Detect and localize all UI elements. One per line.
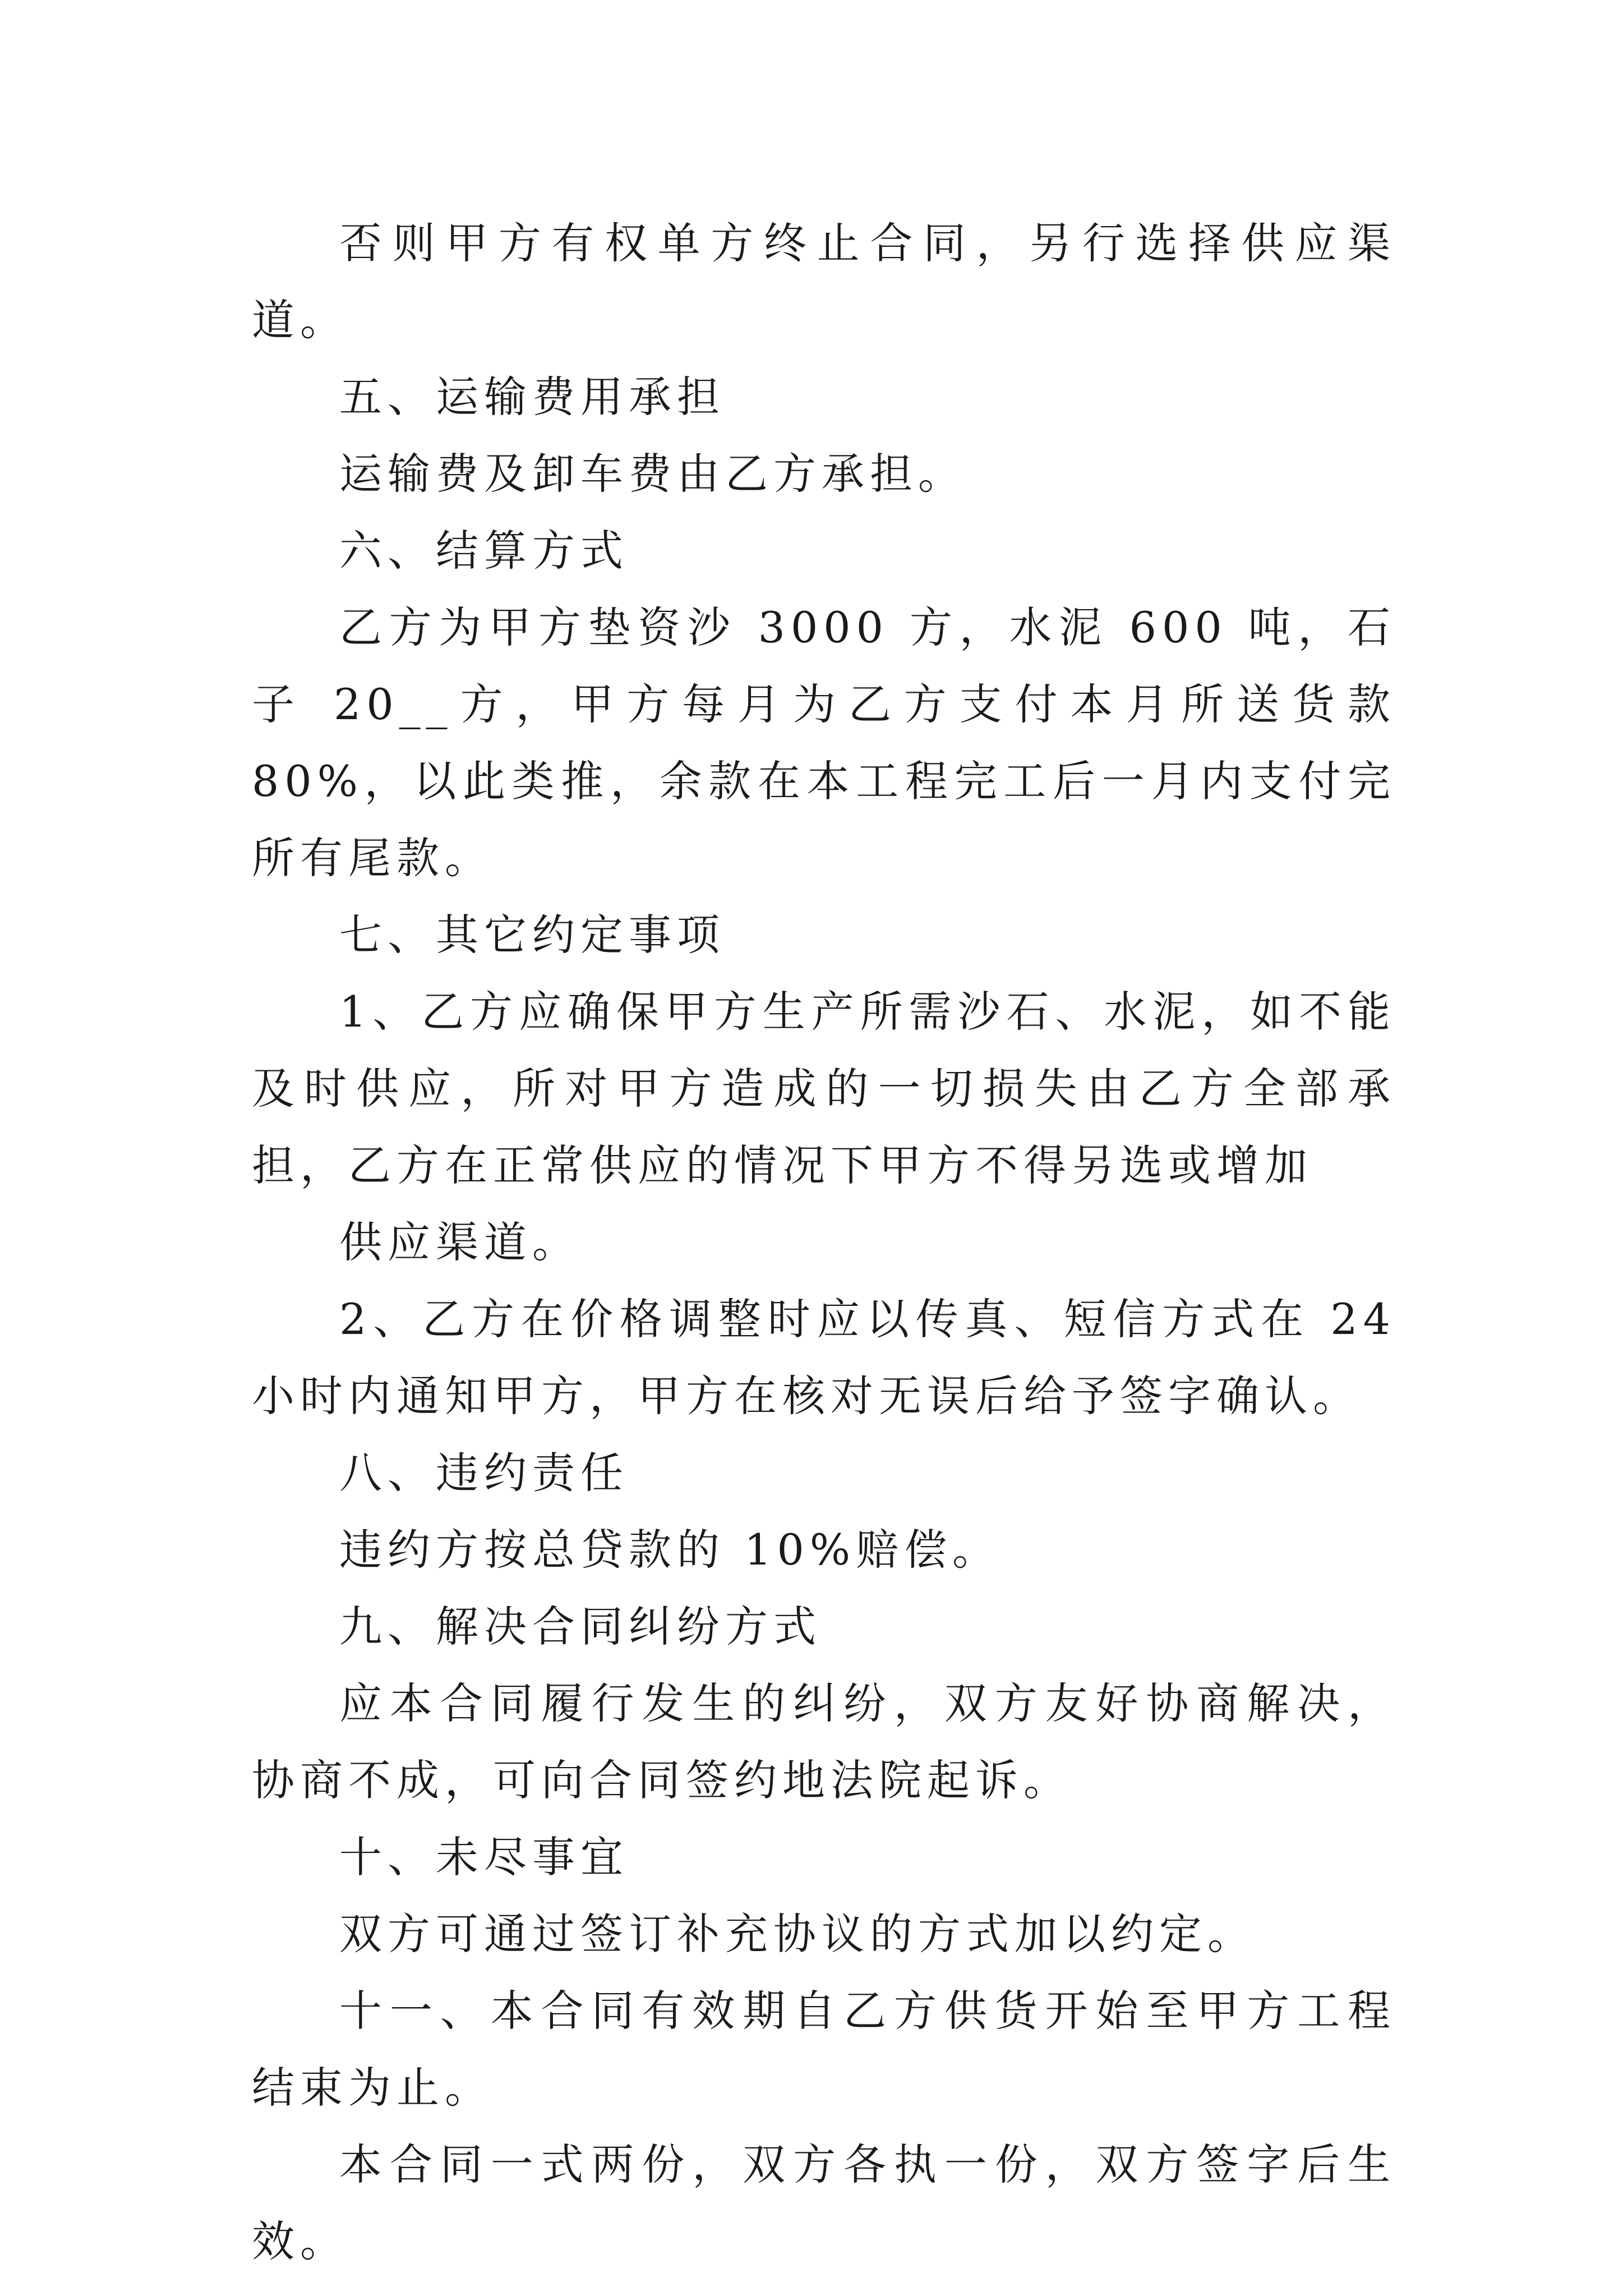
paragraph-termination-clause: 否则甲方有权单方终止合同，另行选择供应渠道。 <box>252 218 1396 345</box>
paragraph-validity-period: 十一、本合同有效期自乙方供货开始至甲方工程结束为止。 <box>252 1986 1396 2113</box>
paragraph-other-terms-1: 1、乙方应确保甲方生产所需沙石、水泥，如不能及时供应，所对甲方造成的一切损失由乙方全部承担，乙方在正常供应的情况下甲方不得另选或增加 <box>252 987 1396 1190</box>
heading-dispute-resolution: 九、解决合同纠纷方式 <box>339 1602 822 1651</box>
paragraph-other-terms-1-continued: 供应渠道。 <box>339 1217 580 1267</box>
paragraph-dispute-resolution: 应本合同履行发生的纠纷，双方友好协商解决，协商不成，可向合同签约地法院起诉。 <box>252 1678 1396 1805</box>
paragraph-settlement-method: 乙方为甲方垫资沙 3000 方，水泥 600 吨，石子 20__方，甲方每月为乙方支付本月所送货款 80%，以此类推，余款在本工程完工后一月内支付完所有尾款。 <box>252 602 1396 883</box>
document-body <box>252 205 1396 2280</box>
heading-settlement-method: 六、结算方式 <box>339 526 629 576</box>
heading-transport-costs: 五、运输费用承担 <box>339 372 725 422</box>
heading-other-matters: 十、未尽事宜 <box>339 1832 629 1882</box>
paragraph-transport-costs: 运输费及卸车费由乙方承担。 <box>339 449 966 499</box>
paragraph-other-matters: 双方可通过签订补充协议的方式加以约定。 <box>339 1909 1256 1959</box>
paragraph-liability: 违约方按总贷款的 10%赔偿。 <box>339 1525 1001 1575</box>
paragraph-copies-effective: 本合同一式两份，双方各执一份，双方签字后生效。 <box>252 2139 1396 2266</box>
paragraph-other-terms-2: 2、乙方在价格调整时应以传真、短信方式在 24 小时内通知甲方，甲方在核对无误后给予签字确认。 <box>252 1294 1396 1421</box>
heading-other-terms: 七、其它约定事项 <box>339 910 725 960</box>
heading-liability: 八、违约责任 <box>339 1448 629 1498</box>
